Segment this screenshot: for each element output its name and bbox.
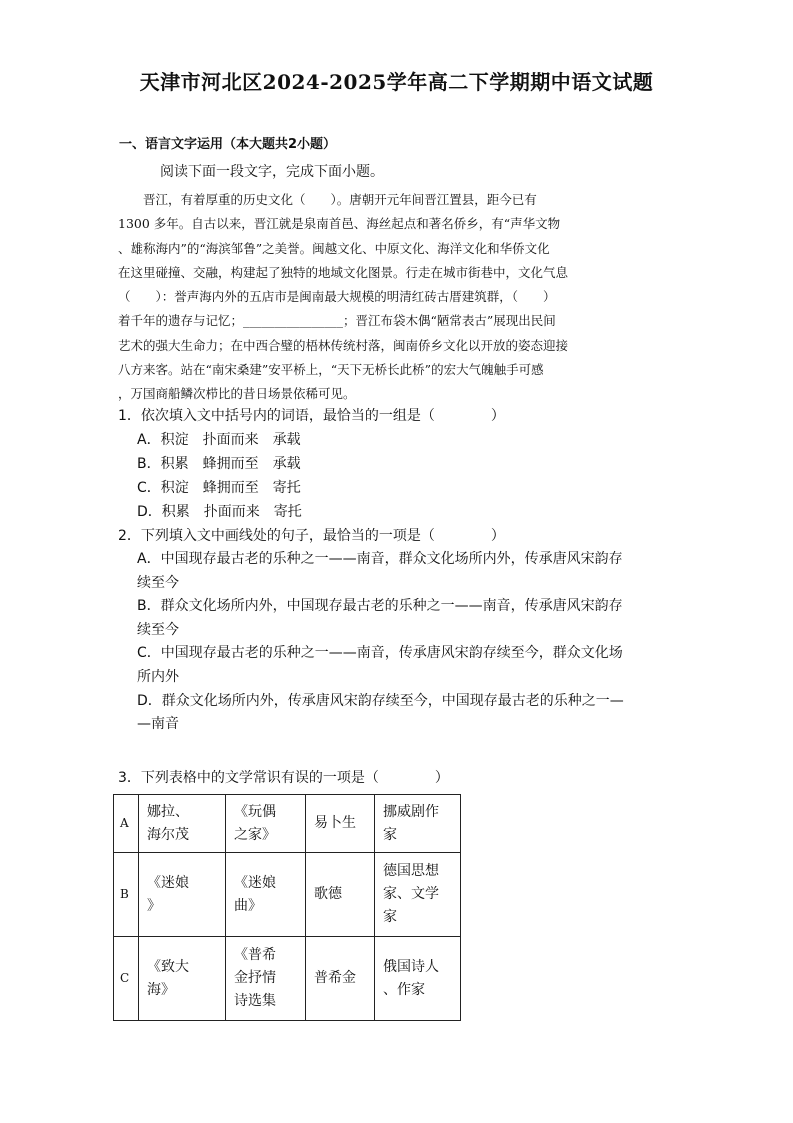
option-line: B．群众文化场所内外，中国现存最古老的乐种之一——南音，传承唐风宋韵存 <box>137 598 623 615</box>
cell-line: 海》 <box>147 981 175 998</box>
option-d[interactable]: D．积累 扑面而来 寄托 <box>137 504 302 520</box>
row-key: C <box>114 937 139 1021</box>
cell-line: 曲》 <box>234 897 262 914</box>
cell-author <box>306 795 375 853</box>
cell-line: 家 <box>383 826 397 843</box>
cell-line: 《迷娘 <box>234 874 276 891</box>
cell-note <box>375 937 461 1021</box>
option-line: 所内外 <box>137 668 179 685</box>
cell-line: 诗选集 <box>234 993 276 1009</box>
cell-author <box>306 937 375 1021</box>
option-b[interactable] <box>118 595 678 642</box>
cell-author <box>306 853 375 937</box>
cell-note <box>375 853 461 937</box>
cell-line: 《迷娘 <box>147 874 189 891</box>
cell-line: 之家》 <box>234 826 276 843</box>
cell-work <box>226 853 306 937</box>
table-row[interactable] <box>114 795 461 853</box>
cell-work-author <box>139 795 226 853</box>
passage-line: 艺术的强大生命力；在中西合璧的梧林传统村落，闽南侨乡文化以开放的姿态迎接 <box>118 337 569 353</box>
passage-line: 1300 多年。自古以来，晋江就是泉南首邑、海丝起点和著名侨乡，有“声华文物 <box>118 216 561 232</box>
cell-line: 德国思想 <box>383 863 439 879</box>
cell-work-author <box>139 937 226 1021</box>
cell-line: 普希金 <box>314 970 356 986</box>
option-line: C．中国现存最古老的乐种之一——南音，传承唐风宋韵存续至今，群众文化场 <box>137 645 623 662</box>
question-3 <box>118 766 678 790</box>
option-line: 续至今 <box>137 621 179 638</box>
cell-line: 俄国诗人 <box>383 958 439 975</box>
cell-line: 易卜生 <box>314 815 356 831</box>
table-row[interactable] <box>114 853 461 937</box>
option-line: 续至今 <box>137 574 179 591</box>
table-row[interactable] <box>114 937 461 1021</box>
instruction-text: 阅读下面一段文字，完成下面小题。 <box>160 164 384 180</box>
question-stem: 3．下列表格中的文学常识有误的一项是（ ） <box>118 770 449 786</box>
cell-line: 、作家 <box>383 981 425 998</box>
cell-line: 歌德 <box>314 886 342 902</box>
option-d[interactable] <box>118 690 678 737</box>
passage-line: ，万国商船鳞次栉比的昔日场景依稀可见。 <box>118 386 356 402</box>
cell-line: 家 <box>383 909 397 925</box>
option-a[interactable]: A．积淀 扑面而来 承载 <box>137 432 301 448</box>
option-b[interactable]: B．积累 蜂拥而至 承载 <box>137 456 301 472</box>
passage-line: 八方来客。站在“南宋桑建”安平桥上，“天下无桥长此桥”的宏大气魄触手可感 <box>118 362 544 378</box>
page-title: 天津市河北区2024-2025学年高二下学期期中语文试题 <box>139 70 654 94</box>
option-c[interactable] <box>118 642 678 689</box>
cell-line: 《致大 <box>147 958 189 975</box>
passage-line: 在这里碰撞、交融，构建起了独特的地域文化图景。行走在城市街巷中，文化气息 <box>118 264 569 280</box>
reading-passage <box>118 188 674 407</box>
cell-line: 家、文学 <box>383 886 439 902</box>
question-2 <box>118 524 678 737</box>
question-stem: 1．依次填入文中括号内的词语，最恰当的一组是（ ） <box>118 408 505 424</box>
option-line: —南音 <box>137 716 179 733</box>
cell-line: 》 <box>147 897 161 914</box>
row-key: A <box>114 795 139 853</box>
cell-line: 《普希 <box>234 947 276 963</box>
passage-line: 、雄称海内”的“海滨邹鲁”之美誉。闽越文化、中原文化、海洋文化和华侨文化 <box>118 240 550 256</box>
section-heading: 一、语言文字运用（本大题共2小题） <box>119 137 337 152</box>
cell-work-author <box>139 853 226 937</box>
option-line: A．中国现存最古老的乐种之一——南音，群众文化场所内外，传承唐风宋韵存 <box>137 551 623 567</box>
option-a[interactable] <box>118 548 678 595</box>
cell-line: 挪威剧作 <box>383 803 439 820</box>
passage-line: 着千年的遗存与记忆；________________；晋江布袋木偶“陋常表古”展现出民间 <box>118 313 556 329</box>
passage-line: （ ）：誉声海内外的五店市是闽南最大规模的明清红砖古厝建筑群，（ ） <box>118 289 556 305</box>
cell-line: 海尔茂 <box>147 826 189 843</box>
cell-work <box>226 937 306 1021</box>
cell-note <box>375 795 461 853</box>
cell-work <box>226 795 306 853</box>
cell-line: 《玩偶 <box>234 803 276 820</box>
cell-line: 金抒情 <box>234 970 276 986</box>
question-stem: 2．下列填入文中画线处的句子，最恰当的一项是（ ） <box>118 528 505 544</box>
question-1 <box>118 404 678 524</box>
option-line: D．群众文化场所内外，传承唐风宋韵存续至今，中国现存最古老的乐种之一— <box>137 692 624 709</box>
cell-line: 娜拉、 <box>147 803 189 820</box>
row-key: B <box>114 853 139 937</box>
literature-table <box>113 794 461 1021</box>
option-c[interactable]: C．积淀 蜂拥而至 寄托 <box>137 480 301 496</box>
passage-line: 晋江，有着厚重的历史文化（ ）。唐朝开元年间晋江置县，距今已有 <box>118 192 537 207</box>
